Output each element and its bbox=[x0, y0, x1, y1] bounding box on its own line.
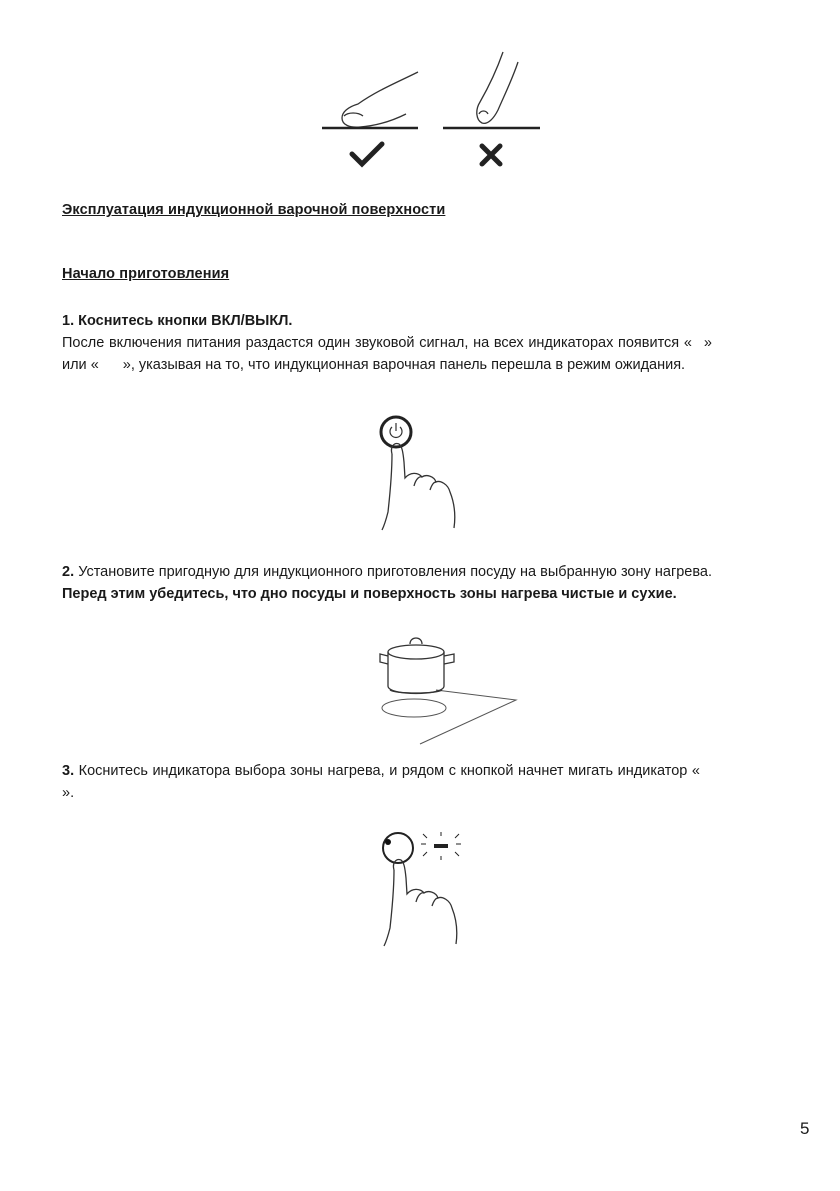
touch-technique-illustration bbox=[318, 52, 548, 177]
cross-icon bbox=[482, 146, 500, 164]
cooktop-icon bbox=[382, 690, 516, 744]
pointing-hand-icon bbox=[382, 444, 455, 530]
page-number: 5 bbox=[800, 1119, 810, 1138]
blinking-dash-icon bbox=[421, 832, 461, 860]
step-1 bbox=[62, 310, 712, 376]
zone-indicator-dot bbox=[385, 839, 391, 845]
fingertip-touch-icon bbox=[477, 52, 518, 123]
zone-selection-touch-illustration bbox=[376, 828, 476, 950]
section-title: Эксплуатация индукционной варочной поверхности bbox=[62, 202, 446, 218]
subsection-title: Начало приготовления bbox=[62, 266, 230, 282]
flat-finger-touch-icon bbox=[322, 72, 418, 128]
step-1-title: 1. Коснитесь кнопки ВКЛ/ВЫКЛ. bbox=[62, 313, 293, 329]
step-2: 2. Установите пригодную для индукционного приготовления посуду на выбранную зону нагрева. Перед этим убедитесь, что дно посуды и поверхность зоны нагрева чистые и сухие. bbox=[62, 564, 712, 602]
power-button-touch-illustration bbox=[374, 414, 470, 534]
pot-on-hob-illustration bbox=[376, 630, 518, 748]
zone-button-ring bbox=[383, 833, 413, 863]
check-icon bbox=[352, 144, 382, 164]
pot-icon bbox=[380, 638, 454, 694]
step-3: 3. Коснитесь индикатора выбора зоны нагрева, и рядом с кнопкой начнет мигать индикатор «». bbox=[62, 763, 700, 801]
power-icon bbox=[390, 423, 402, 437]
step-1-text: После включения питания раздастся один звуковой сигнал, на всех индикаторах появится « » или « », указывая на то, что индукционная варочная панель перешла в режим ожидания. bbox=[62, 335, 712, 373]
pointing-hand-icon bbox=[384, 860, 457, 946]
power-button-ring bbox=[381, 417, 411, 447]
